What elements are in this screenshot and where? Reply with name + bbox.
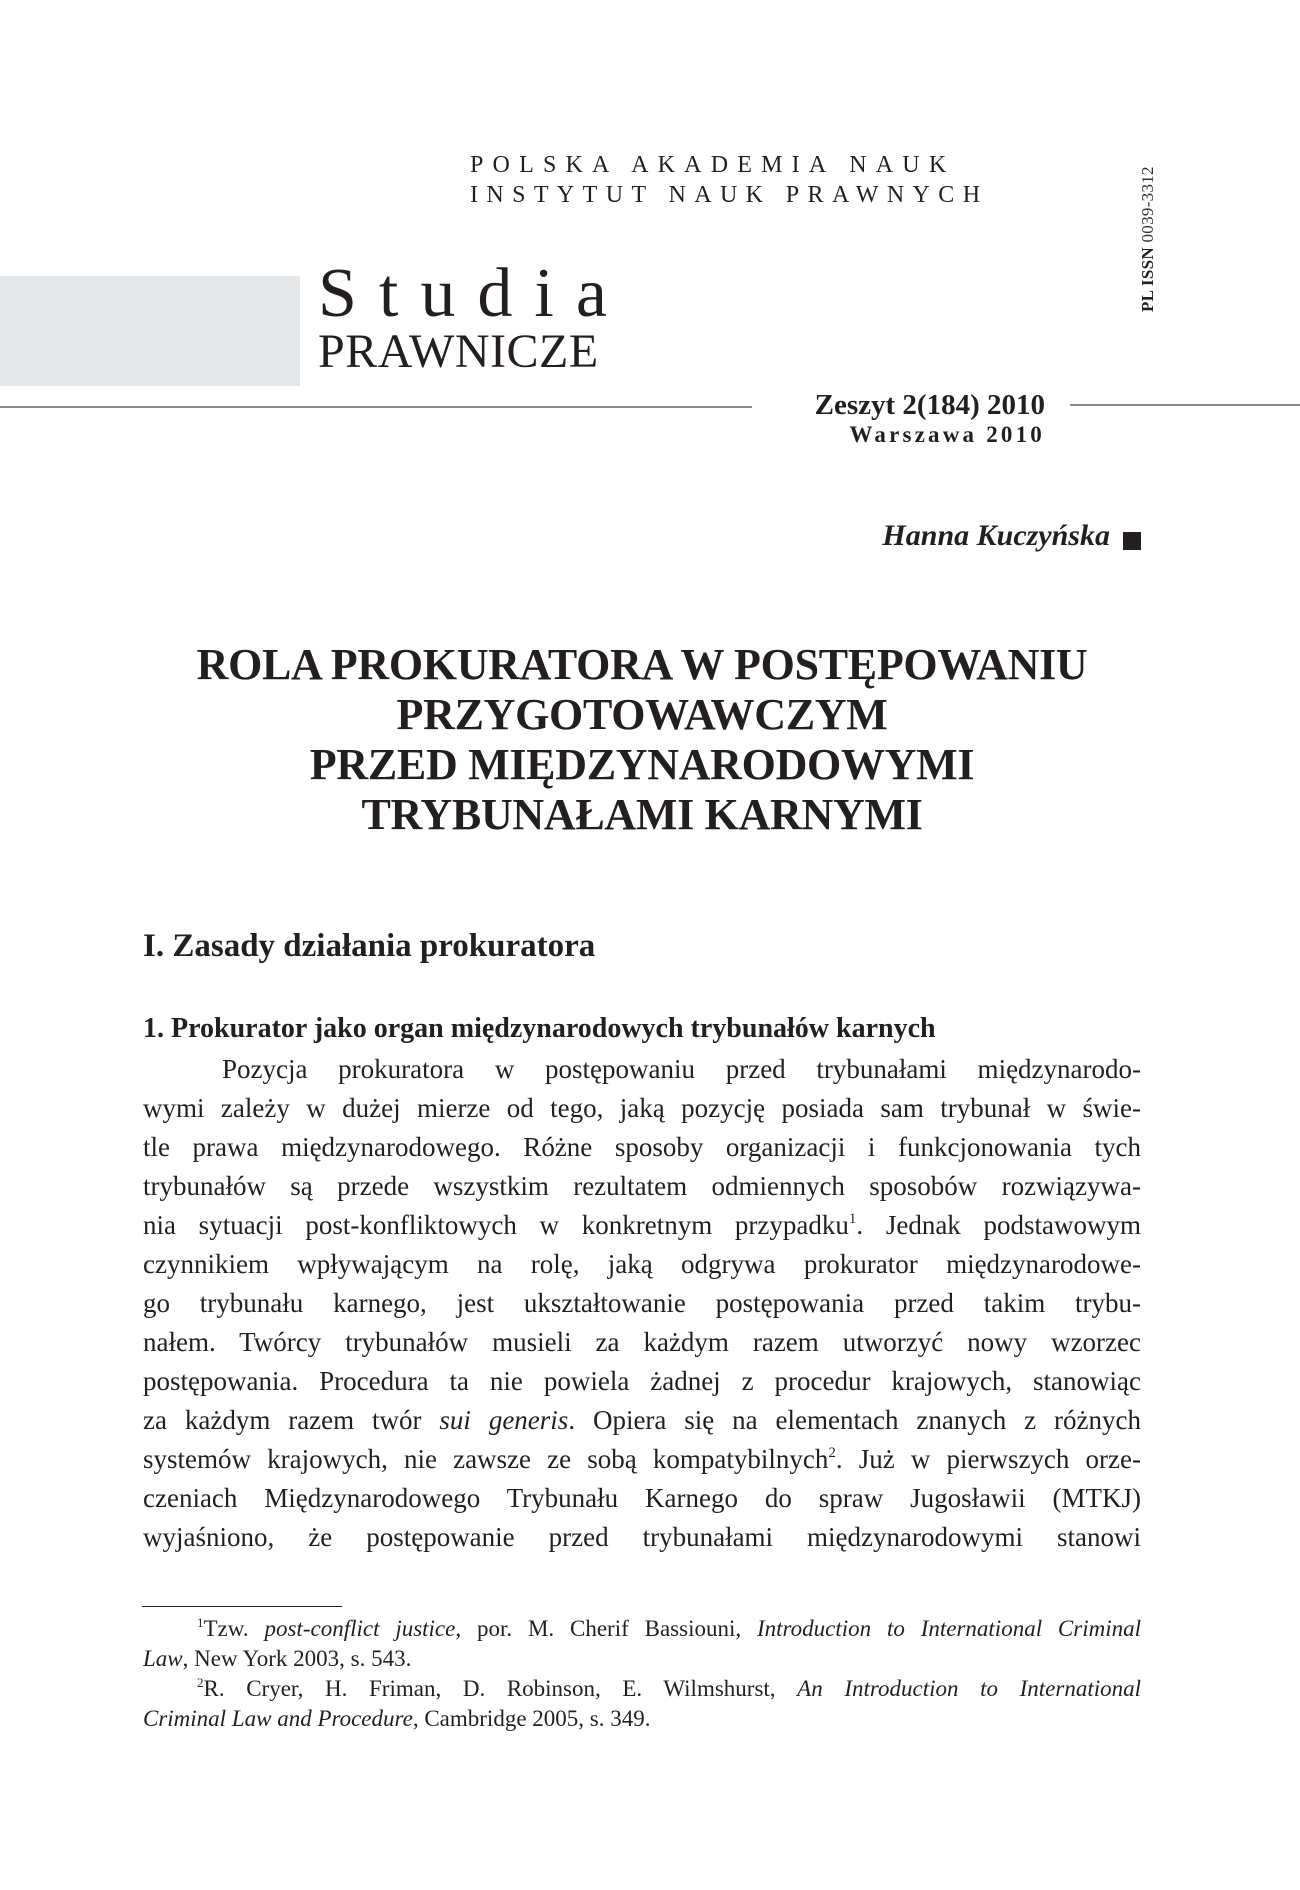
institution-name: POLSKA AKADEMIA NAUK bbox=[470, 152, 956, 178]
article-title-line: ROLA PROKURATORA W POSTĘPOWANIU bbox=[196, 640, 1088, 689]
footnote-text: , por. M. Cherif Bassiouni, bbox=[455, 1616, 757, 1641]
body-line: postępowania. Procedura ta nie powiela żadnej z procedur krajowych, stanowiąc bbox=[143, 1366, 1141, 1396]
footnote-text: Tzw. bbox=[203, 1616, 265, 1641]
footnote-text: , Cambridge 2005, s. 349. bbox=[412, 1706, 651, 1731]
body-line: trybunałów są przede wszystkim rezultatem odmiennych sposobów rozwiązywa- bbox=[143, 1171, 1141, 1201]
article-title bbox=[143, 640, 1141, 840]
issn-label bbox=[1138, 166, 1158, 312]
subsection-heading: 1. Prokurator jako organ międzynarodowych trybunałów karnych bbox=[143, 1013, 936, 1044]
issue-number: Zeszyt 2(184) 2010 bbox=[814, 389, 1045, 421]
body-line bbox=[143, 1440, 1141, 1479]
body-line: Pozycja prokuratora w postępowaniu przed trybunałami międzynarodo- bbox=[222, 1054, 1141, 1084]
footnote-italic: Law bbox=[143, 1646, 183, 1671]
footnote-text: , New York 2003, s. 543. bbox=[182, 1646, 412, 1671]
body-text: za każdym razem twór bbox=[143, 1405, 440, 1435]
footnote-italic: post-conflict justice bbox=[264, 1616, 456, 1641]
institute-name: INSTYTUT NAUK PRAWNYCH bbox=[470, 182, 989, 208]
article-title-line: PRZYGOTOWAWCZYM bbox=[396, 690, 888, 739]
body-text: systemów krajowych, nie zawsze ze sobą kompatybilnych bbox=[143, 1444, 829, 1474]
footnote-2-cont bbox=[143, 1704, 1141, 1734]
body-text: . Już w pierwszych orze- bbox=[835, 1444, 1141, 1474]
footnote-number: 2 bbox=[197, 1675, 204, 1690]
issn-number: 0039-3312 bbox=[1138, 166, 1157, 243]
footnote-italic: Introduction to International Criminal bbox=[756, 1616, 1142, 1641]
body-line: wyjaśniono, że postępowanie przed trybunałami międzynarodowymi stanowi bbox=[143, 1522, 1141, 1552]
masthead-rule-right bbox=[1070, 404, 1300, 406]
footnote-ref-2[interactable]: 2 bbox=[828, 1445, 836, 1461]
body-line: czynnikiem wpływającym na rolę, jaką odgrywa prokurator międzynarodowe- bbox=[143, 1249, 1141, 1279]
body-line bbox=[143, 1401, 1141, 1440]
body-line: wymi zależy w dużej mierze od tego, jaką pozycję posiada sam trybunał w świe- bbox=[143, 1093, 1141, 1123]
footnote-1-cont bbox=[143, 1644, 1141, 1674]
latin-phrase: sui generis bbox=[439, 1405, 569, 1435]
place-year: Warszawa 2010 bbox=[849, 422, 1045, 447]
footnote-1 bbox=[143, 1614, 1141, 1644]
issn-prefix: PL ISSN bbox=[1138, 247, 1157, 312]
body-line: czeniach Międzynarodowego Trybunału Karnego do spraw Jugosławii (MTKJ) bbox=[143, 1483, 1141, 1513]
masthead-rule-left bbox=[0, 406, 752, 408]
footnotes bbox=[143, 1614, 1141, 1734]
footnote-2 bbox=[143, 1674, 1141, 1704]
author-square-marker-icon bbox=[1123, 532, 1141, 550]
section-heading: I. Zasady działania prokuratora bbox=[143, 928, 596, 964]
body-text: . Opiera się na elementach znanych z różnych bbox=[568, 1405, 1142, 1435]
body-paragraph bbox=[143, 1050, 1141, 1557]
author-name: Hanna Kuczyńska bbox=[882, 519, 1110, 552]
journal-title-prawnicze: PRAWNICZE bbox=[318, 325, 599, 378]
footnote-italic: An Introduction to International bbox=[797, 1676, 1141, 1701]
body-text: nia sytuacji post-konfliktowych w konkretnym przypadku bbox=[143, 1210, 849, 1240]
masthead-grey-block bbox=[0, 276, 300, 386]
footnote-separator bbox=[142, 1606, 342, 1607]
footnote-ref-1[interactable]: 1 bbox=[848, 1211, 857, 1227]
footnote-number: 1 bbox=[197, 1615, 204, 1630]
journal-title-studia: Studia bbox=[318, 255, 629, 332]
body-line: nałem. Twórcy trybunałów musieli za każdym razem utworzyć nowy wzorzec bbox=[143, 1327, 1141, 1357]
body-text: . Jednak podstawowym bbox=[856, 1210, 1141, 1240]
article-title-line: TRYBUNAŁAMI KARNYMI bbox=[361, 790, 923, 839]
footnote-italic: Criminal Law and Procedure bbox=[143, 1706, 413, 1731]
article-title-line: PRZED MIĘDZYNARODOWYMI bbox=[309, 740, 975, 789]
body-line: go trybunału karnego, jest ukształtowanie postępowania przed takim trybu- bbox=[143, 1288, 1141, 1318]
body-line: tle prawa międzynarodowego. Różne sposoby organizacji i funkcjonowania tych bbox=[143, 1132, 1141, 1162]
footnote-text: R. Cryer, H. Friman, D. Robinson, E. Wilmshurst, bbox=[203, 1676, 798, 1701]
body-line bbox=[143, 1206, 1141, 1245]
